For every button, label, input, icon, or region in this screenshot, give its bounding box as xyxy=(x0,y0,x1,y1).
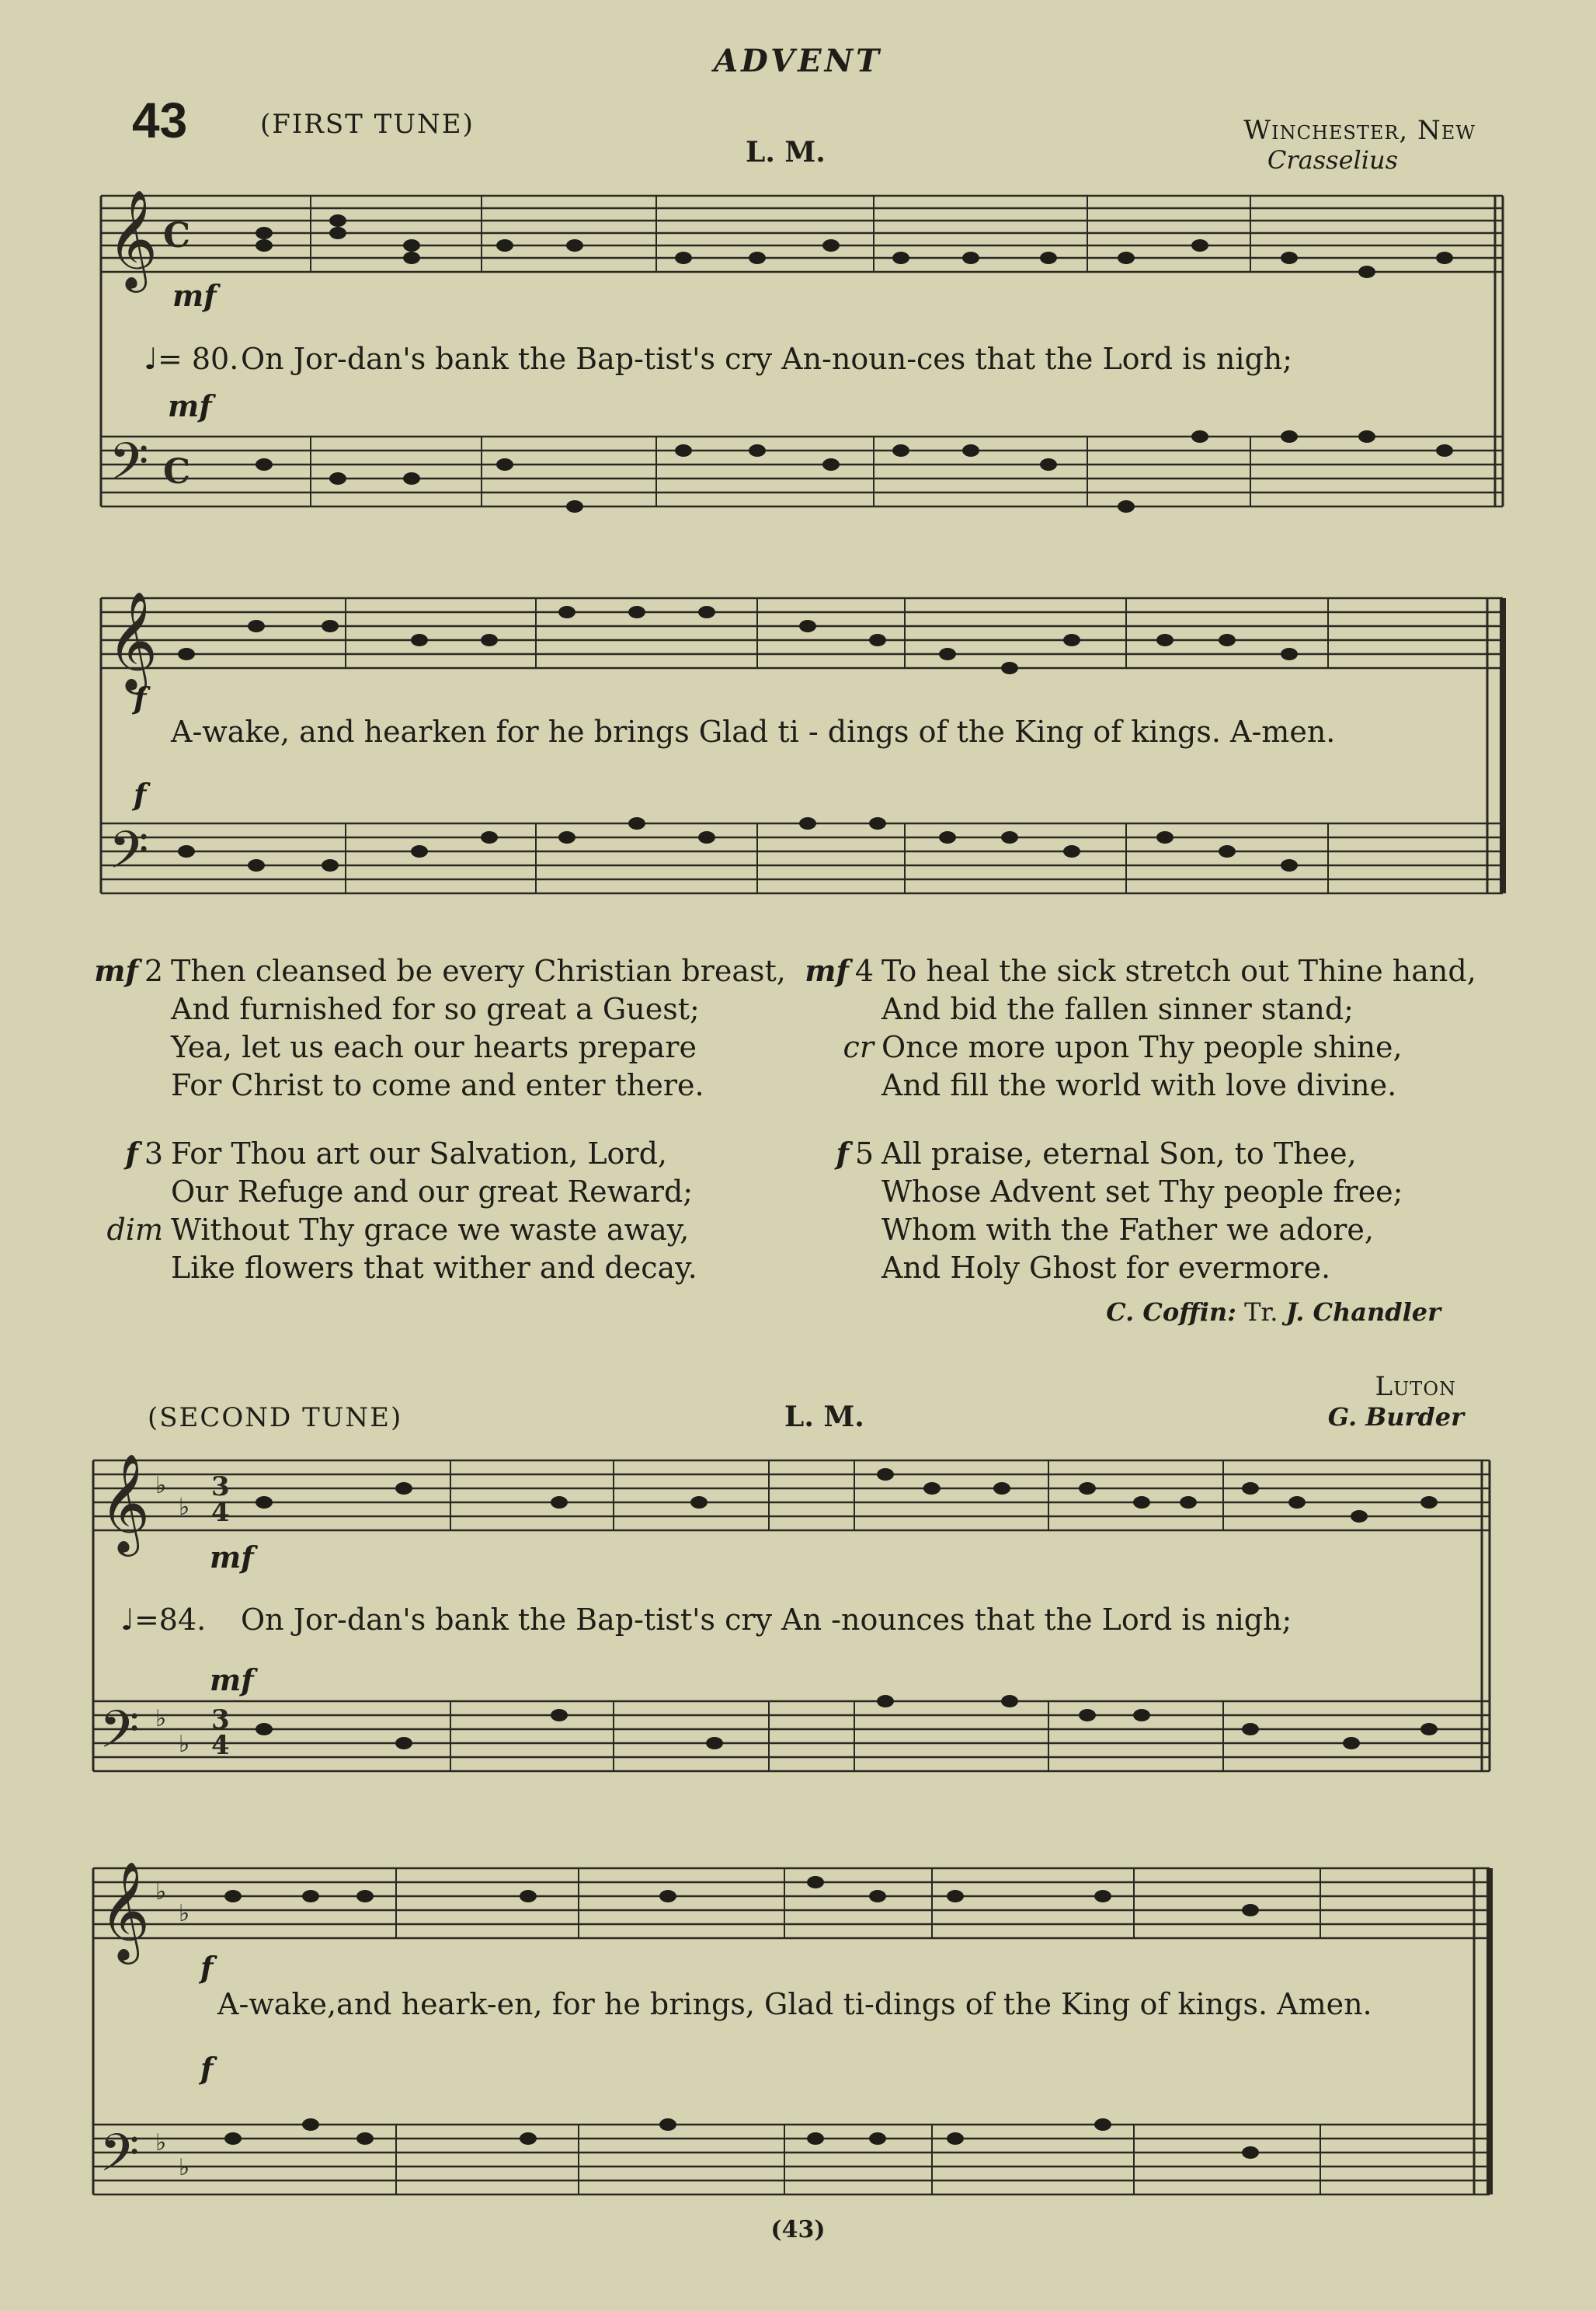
verse-4 xyxy=(796,952,1476,1105)
svg-text:𝄢: 𝄢 xyxy=(99,1700,140,1772)
verse-2-line-2: And furnished for so great a Guest; xyxy=(171,992,700,1026)
second-tune-composer: G. Burder xyxy=(1327,1402,1464,1432)
verse-2-dynamic: mf xyxy=(94,953,138,988)
author-name: C. Coffin: xyxy=(1106,1297,1236,1327)
first-tune-label: (FIRST TUNE) xyxy=(260,109,475,140)
second-tune-meter: L. M. xyxy=(784,1401,864,1433)
verse-3-line-2: Our Refuge and our great Reward; xyxy=(171,1175,694,1209)
svg-text:3: 3 xyxy=(211,1471,230,1502)
first-tune-name: Winchester, New xyxy=(1243,115,1476,146)
svg-text:C: C xyxy=(163,452,191,492)
verse-4-dynamic: mf xyxy=(805,953,849,988)
verse-5-line-2: Whose Advent set Thy people free; xyxy=(881,1175,1403,1209)
verse-5-line-4: And Holy Ghost for evermore. xyxy=(881,1251,1331,1285)
first-tune-meter: L. M. xyxy=(746,136,826,169)
verse-5-line-3: Whom with the Father we adore, xyxy=(881,1213,1374,1247)
hymn-attribution xyxy=(1106,1297,1441,1327)
svg-text:♭: ♭ xyxy=(155,2129,167,2156)
verse-4-line-2: And bid the fallen sinner stand; xyxy=(881,992,1354,1026)
dynamic-mf-bass-3: mf xyxy=(210,1662,254,1697)
section-title: ADVENT xyxy=(714,43,882,79)
translator-name: J. Chandler xyxy=(1285,1297,1441,1327)
verse-5-dynamic: f xyxy=(836,1136,849,1171)
second-tune-tempo-value: =84. xyxy=(134,1603,207,1637)
svg-text:𝄞: 𝄞 xyxy=(107,189,158,288)
dynamic-mf-treble-1: mf xyxy=(172,278,217,313)
svg-text:4: 4 xyxy=(211,1730,230,1761)
svg-text:3: 3 xyxy=(211,1704,230,1735)
svg-text:𝄞: 𝄞 xyxy=(99,1860,151,1960)
verse-3-line-3: Without Thy grace we waste away, xyxy=(171,1213,690,1247)
svg-text:𝄢: 𝄢 xyxy=(109,432,149,504)
svg-text:C: C xyxy=(163,216,191,256)
verse-3 xyxy=(85,1134,697,1287)
second-tune-name: Luton xyxy=(1375,1371,1456,1402)
svg-text:♭: ♭ xyxy=(155,1878,167,1906)
svg-text:♭: ♭ xyxy=(179,1494,190,1521)
verse-4-number: 4 xyxy=(854,954,874,988)
verse-2-line-1: Then cleansed be every Christian breast, xyxy=(171,954,786,988)
dynamic-f-bass-2: f xyxy=(134,777,147,812)
second-tune-lyric-line-2: A-wake,and heark-en, for he brings, Glad ti-dings of the King of kings. Amen. xyxy=(217,1987,1372,2021)
svg-text:𝄢: 𝄢 xyxy=(109,820,149,893)
first-tune-lyric-line-1: On Jor-dan's bank the Bap-tist's cry An-noun-ces that the Lord is nigh; xyxy=(241,342,1293,376)
svg-text:𝄞: 𝄞 xyxy=(107,590,158,690)
verse-3-dim-mark: dim xyxy=(106,1213,163,1247)
first-tune-tempo-value: = 80. xyxy=(157,342,239,376)
verse-2 xyxy=(85,952,786,1105)
first-tune-composer: Crasselius xyxy=(1267,145,1398,175)
verse-5-line-1: All praise, eternal Son, to Thee, xyxy=(881,1136,1357,1171)
verse-5 xyxy=(796,1134,1403,1287)
svg-text:♭: ♭ xyxy=(155,1472,167,1499)
dynamic-mf-bass-1: mf xyxy=(168,388,212,423)
dynamic-mf-treble-3: mf xyxy=(210,1540,254,1575)
verse-4-line-3: Once more upon Thy people shine, xyxy=(881,1030,1403,1064)
verse-4-line-4: And fill the world with love divine. xyxy=(881,1068,1397,1102)
verse-4-line-1: To heal the sick stretch out Thine hand, xyxy=(881,954,1476,988)
second-tune-label: (SECOND TUNE) xyxy=(148,1402,403,1433)
svg-text:♭: ♭ xyxy=(179,1900,190,1927)
second-tune-lyric-line-1: On Jor-dan's bank the Bap-tist's cry An -nounces that the Lord is nigh; xyxy=(241,1603,1292,1637)
verse-2-line-4: For Christ to come and enter there. xyxy=(171,1068,704,1102)
verse-3-number: 3 xyxy=(144,1136,163,1171)
svg-text:𝄞: 𝄞 xyxy=(99,1453,151,1552)
verse-3-dynamic: f xyxy=(125,1136,138,1171)
verse-4-cr-mark: cr xyxy=(843,1030,874,1064)
verse-3-line-1: For Thou art our Salvation, Lord, xyxy=(171,1136,668,1171)
verse-3-line-4: Like flowers that wither and decay. xyxy=(171,1251,697,1285)
dynamic-f-treble-2: f xyxy=(134,680,147,715)
svg-text:4: 4 xyxy=(211,1497,230,1528)
page-number: (43) xyxy=(770,2216,826,2243)
svg-text:♭: ♭ xyxy=(179,2154,190,2181)
svg-text:𝄢: 𝄢 xyxy=(99,2123,140,2195)
verse-2-line-3: Yea, let us each our hearts prepare xyxy=(171,1030,697,1064)
second-tune-tempo: ♩=84. xyxy=(120,1603,207,1637)
translation-prefix: Tr. xyxy=(1244,1297,1278,1327)
verse-2-number: 2 xyxy=(144,954,163,988)
dynamic-f-bass-4: f xyxy=(200,2051,214,2086)
svg-text:♭: ♭ xyxy=(155,1705,167,1732)
hymn-number: 43 xyxy=(132,92,188,148)
first-tune-tempo: ♩= 80. xyxy=(144,342,239,376)
dynamic-f-treble-4: f xyxy=(200,1950,214,1985)
svg-text:♭: ♭ xyxy=(179,1731,190,1758)
first-tune-lyric-line-2: A-wake, and hearken for he brings Glad ti - dings of the King of kings. A-men. xyxy=(171,715,1336,749)
verse-5-number: 5 xyxy=(854,1136,874,1171)
